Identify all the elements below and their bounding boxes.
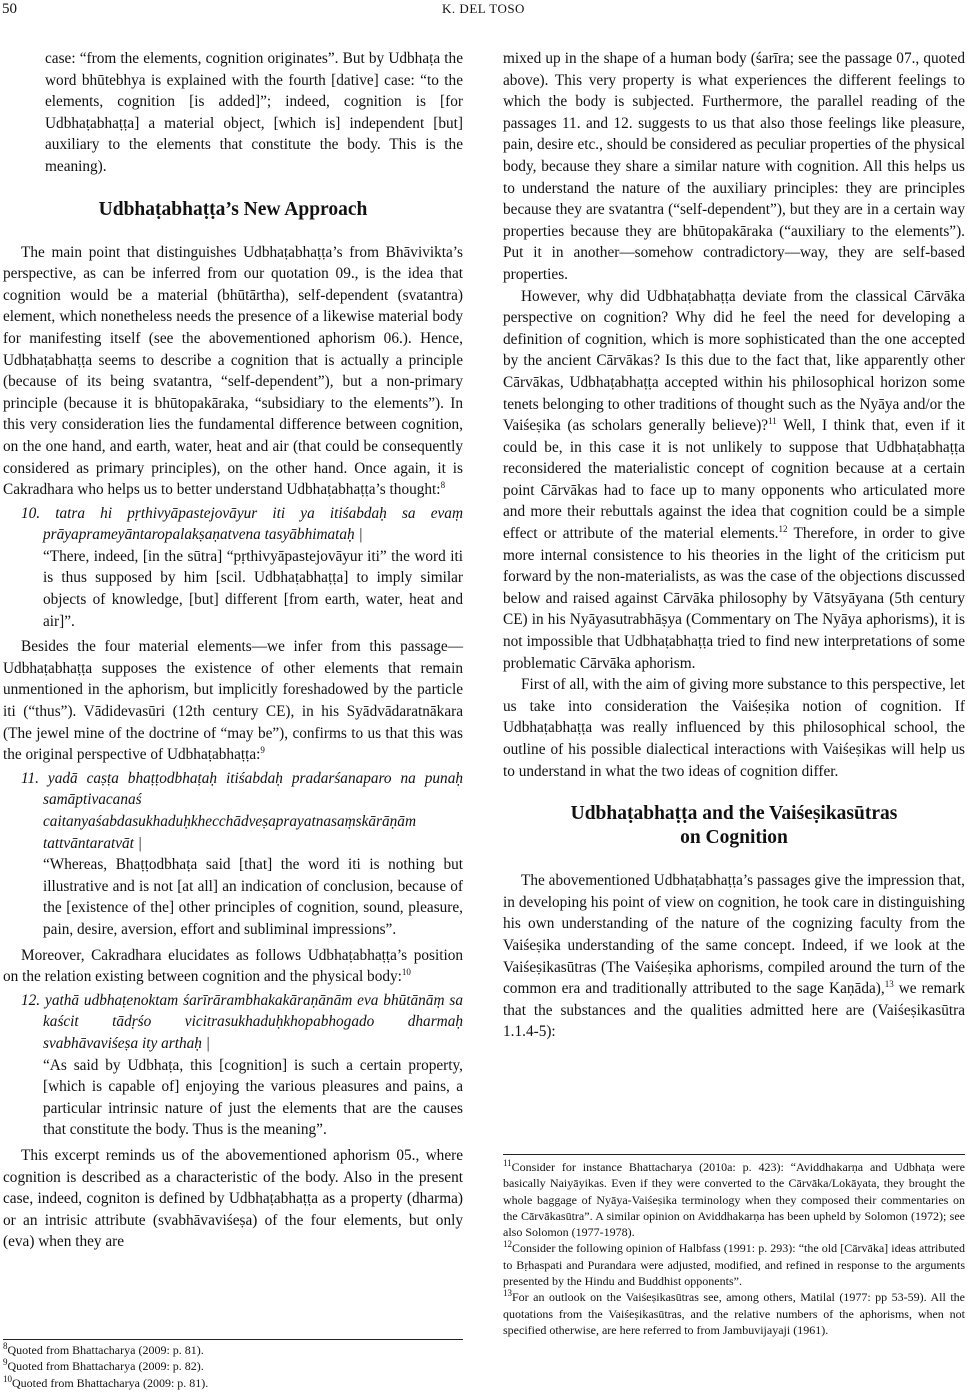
footnote-ref: 12 bbox=[778, 523, 788, 534]
translation: “As said by Udbhaṭa, this [cognition] is such a certain property, [which is capable of] enjoying the various pleasures and pains, a particular intrinsic nature of just the elements that are the causes that constitute the body. Thus is the meaning”. bbox=[43, 1056, 463, 1139]
paragraph-text: Well, I think that, even if it could be, in this case it is not unlikely to suppose that Udbhaṭabhaṭṭa reconsidered the materialistic concept of cognition because at a certain point Cārvākas had to face up to many opponents who articulated more and more their rebuttals against the idea that cognition could be a simple effect or attribute of the material elements. bbox=[503, 417, 965, 543]
sanskrit-text: 11. yadā caṣṭa bhaṭṭodbhaṭaḥ itiśabdaḥ pradarśanaparo na punaḥ samāptivacanaś caitanyaśabdasukhaduḥkhecchādveṣaprayatnasaṃskārāṇām tattvāntaratvāt | bbox=[21, 769, 463, 852]
running-head: K. DEL TOSO bbox=[442, 1, 525, 16]
paragraph bbox=[3, 945, 463, 988]
section-heading bbox=[503, 802, 965, 850]
footnote-number: 11 bbox=[503, 1158, 512, 1168]
sanskrit-text: 12. yathā udbhaṭenoktam śarīrārambhakakāraṇānām eva bhūtānāṃ sa kaścit tādṛśo vicitrasukhaduḥkhopabhogado dharmaḥ svabhāvaviśeṣa ity arthaḥ | bbox=[21, 991, 463, 1052]
footnote-ref: 9 bbox=[260, 745, 265, 756]
paragraph bbox=[503, 286, 965, 675]
paragraph-text: Moreover, Cakradhara elucidates as follows Udbhaṭabhaṭṭa’s position on the relation existing between cognition and the physical body: bbox=[3, 946, 463, 986]
paragraph-text: The main point that distinguishes Udbhaṭabhaṭṭa’s from Bhāvivikta’s perspective, as can be inferred from our quotation 09., is the idea that cognition would be a material (bhūtārtha), self-dependent (svatantra) element, which nonetheless needs the presence of a likewise material body for manifesting itself (see the abovementioned aphorism 06.). Hence, Udbhaṭabhaṭṭa seems to describe a cognition that is actually a principle (because of its being svatantra, “self-dependent”), but a non-primary principle (because it is bhūtopakāraka, “subsidiary to the elements”). In this very consideration lies the fundamental difference between cognition, on the one hand, and earth, water, heat and air (that could be consequently considered as primary principles), on the other hand. Once again, it is Cakradhara who helps us to better understand Udbhaṭabhaṭṭa’s thought: bbox=[3, 243, 463, 499]
section-heading: Udbhaṭabhaṭṭa’s New Approach bbox=[98, 198, 368, 220]
paragraph-text: However, why did Udbhaṭabhaṭṭa deviate from the classical Cārvāka perspective on cognition? Why did he feel the need for developing a definition of cognition, which is more sophisticated than the one accepted by the ancient Cārvākas? Is this due to the fact that, like apparently other Cārvākas, Udbhaṭabhaṭṭa accepted within his philosophical horizon some tenets belonging to other traditions of thought such as the Nyāya and/or the Vaiśeṣika (as scholars generally believe)? bbox=[503, 287, 965, 435]
footnote-text: Consider the following opinion of Halbfass (1991: p. 293): “the old [Cārvāka] ideas attributed to Bṛhaspati and Purandara were adjusted, modified, and refined in response to the arguments presented by the Hindu and Buddhist opponents”. bbox=[503, 1241, 965, 1289]
footnote-text: Quoted from Bhattacharya (2009: p. 81). bbox=[7, 1343, 204, 1357]
section-heading-line: on Cognition bbox=[680, 827, 788, 849]
footnote-text: Consider for instance Bhattacharya (2010a: p. 423): “Aviddhakarṇa and Udbhaṭa were basically Naiyāyikas. Even if they were converted to the Cārvāka/Lokāyata, they brought the whole baggage of Nyāya-Vaiśeṣika terminology when they composed their commentaries on the Cārvākasūtra”. A similar opinion on Aviddhakarṇa has been upheld by Solomon (1972); see also Solomon (1977-1978). bbox=[503, 1160, 965, 1240]
paragraph-text: Besides the four material elements—we infer from this passage—Udbhaṭabhaṭṭa supposes the existence of other elements that remain unmentioned in the aphorism, but implicitly foreshadowed by the particle iti (“thus”). Vādidevasūri (12th century CE), in his Syādvādaratnākara (The jewel mine of the doctrine of “may be”), confirms to us that this was the original perspective of Udbhaṭabhaṭṭa: bbox=[3, 638, 463, 764]
footnote-number: 9 bbox=[3, 1357, 8, 1368]
quotation-11 bbox=[21, 768, 463, 941]
page-number: 50 bbox=[2, 1, 17, 17]
footnotes-left bbox=[3, 1339, 463, 1391]
footnote bbox=[3, 1342, 463, 1358]
footnote bbox=[3, 1375, 463, 1391]
footnote bbox=[3, 1358, 463, 1374]
left-column bbox=[3, 48, 463, 1253]
paragraph: First of all, with the aim of giving more substance to this perspective, let us take into consideration the Vaiśeṣika notion of cognition. If Udbhaṭabhaṭṭa was really influenced by this philosophical school, the outline of his possible dialectical interactions with Vaiśeṣikas will help us to understand in what the two ideas of cognition differ. bbox=[503, 676, 965, 780]
paragraph: This excerpt reminds us of the abovementioned aphorism 05., where cognition is described as a characteristic of the body. Also in the present case, indeed, cogniton is defined by Udbhaṭabhaṭṭa as a property (dharma) or an intrisic attribute (svabhāvaviśeṣa) of the four elements, but only (eva) when they are bbox=[3, 1146, 463, 1251]
footnote-text: For an outlook on the Vaiśeṣikasūtras see, among others, Matilal (1977: pp 53-59). All the quotations from the Vaiśeṣikasūtras, and the relative numbers of the aphorisms, when not specified otherwise, are here referred to from Jambuvijayaji (1961). bbox=[503, 1290, 965, 1337]
right-column bbox=[503, 48, 965, 1043]
paragraph-text: we remark that the substances and the qualities admitted here are (Vaiśeṣikasūtra 1.1.4-5): bbox=[503, 980, 965, 1041]
footnote-number: 8 bbox=[3, 1341, 8, 1351]
footnote-ref: 11 bbox=[768, 416, 777, 426]
quotation-10 bbox=[21, 503, 463, 633]
paragraph bbox=[3, 636, 463, 766]
paragraph bbox=[3, 242, 463, 501]
quotation-12 bbox=[21, 990, 463, 1141]
footnote-ref: 13 bbox=[884, 979, 894, 990]
footnote bbox=[503, 1159, 965, 1240]
translation: “Whereas, Bhaṭṭodbhaṭa said [that] the word iti is nothing but illustrative and is not [at all] an indication of conclusion, because of the [existence of the] other principles of cognition, sound, pleasure, pain, desire, aversion, effort and subliminal impressions”. bbox=[43, 856, 463, 938]
paragraph: case: “from the elements, cognition originates”. But by Udbhaṭa the word bhūtebhya is explained with the fourth [dative] case: “to the elements, cognition [is added]”; indeed, cognition is [for Udbhaṭabhaṭṭa] a material object, [which is] independent [but] auxiliary to the elements that constitute the body. This is the meaning). bbox=[45, 50, 463, 175]
footnote-ref: 8 bbox=[440, 480, 446, 490]
footnote-number: 13 bbox=[503, 1288, 512, 1299]
footnote-ref: 10 bbox=[401, 967, 411, 978]
sanskrit-text: 10. tatra hi pṛthivyāpastejovāyur iti ya itiśabdaḥ sa evaṃ prāyaprameyāntaropalakṣaṇatvena tasyābhimataḥ | bbox=[21, 504, 463, 544]
footnote bbox=[503, 1240, 965, 1289]
paragraph-text: The abovementioned Udbhaṭabhaṭṭa’s passages give the impression that, in developing his point of view on cognition, he took care in distinguishing his own understanding of the nature of the cognizing faculty from the Vaiśeṣika understanding of the same concept. Indeed, if we look at the Vaiśeṣikasūtras (The Vaiśeṣika aphorisms, compiled around the turn of the common era and traditionally attributed to the sage Kaṇāda), bbox=[503, 872, 965, 998]
paragraph: mixed up in the shape of a human body (śarīra; see the passage 07., quoted above). This very property is what experiences the different feelings to which the body is subjected. Furthermore, the parallel reading of the passages 11. and 12. suggests to us that also those feelings like pleasure, pain, desire etc., should be considered as peculiar properties of the physical body, because they share a similar nature with cognition. All this helps us to understand the nature of the auxiliary principles: they are principles because they are svatantra (“self-dependent”), but they are in a certain way properties because they are bhūtopakāraka (“auxiliary to the elements”). Put it in another—somehow contradictory—way, they are self-based properties. bbox=[503, 50, 965, 283]
paragraph bbox=[503, 870, 965, 1043]
paragraph-text: Therefore, in order to give more internal consistence to his theories in the light of the criticism put forward by the non-materialists, as was the case of the objections discussed below and raised against Cārvāka philosophy by Vātsyāyana (5th century CE) in his Nyāyasutrabhāṣya (Commentary on The Nyāya aphorisms), it is not impossible that Udbhaṭabhaṭṭa tried to find new interpretations of some problematic Cārvāka aphorism. bbox=[503, 525, 966, 672]
footnote bbox=[503, 1289, 965, 1338]
footnote-text: Quoted from Bhattacharya (2009: p. 81). bbox=[12, 1375, 209, 1390]
translation: “There, indeed, [in the sūtra] “pṛthivyāpastejovāyur iti” the word iti is thus supposed by him [scil. Udbhaṭabhaṭṭa] to imply similar objects of knowledge, [but] different [from earth, water, heat and air]”. bbox=[43, 547, 463, 630]
footnote-number: 10 bbox=[3, 1373, 12, 1384]
footnotes-right bbox=[503, 1154, 965, 1338]
footnote-number: 12 bbox=[503, 1239, 512, 1250]
section-heading-line: Udbhaṭabhaṭṭa and the Vaiśeṣikasūtras bbox=[570, 803, 898, 825]
footnote-text: Quoted from Bhattacharya (2009: p. 82). bbox=[7, 1359, 204, 1374]
